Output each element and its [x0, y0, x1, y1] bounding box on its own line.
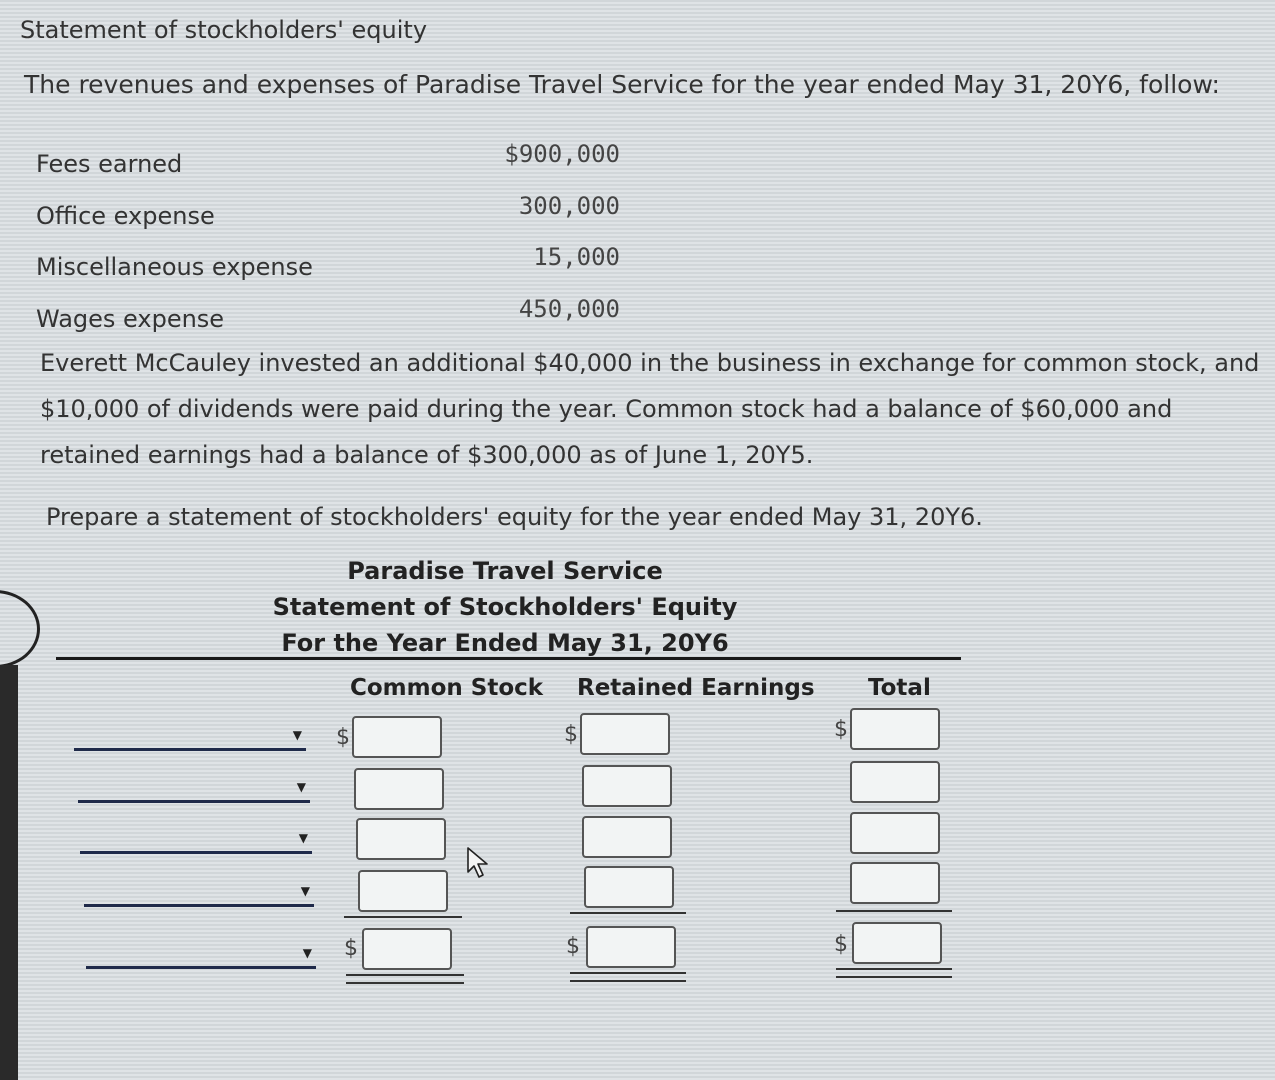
chevron-down-icon: ▼ [298, 831, 308, 845]
left-edge-bar [0, 665, 18, 1080]
common-stock-row-2-input[interactable] [354, 768, 444, 810]
dollar-sign: $ [834, 932, 848, 957]
statement-company: Paradise Travel Service [347, 557, 663, 585]
step-indicator [0, 590, 40, 668]
chevron-down-icon: ▼ [292, 728, 302, 742]
mouse-cursor-icon [466, 846, 492, 880]
page-heading: Statement of stockholders' equity [20, 16, 428, 44]
col-retained-earnings: Retained Earnings [577, 675, 815, 701]
total-row-4-input[interactable] [850, 862, 940, 904]
statement-period: For the Year Ended May 31, 20Y6 [281, 629, 729, 657]
total-row-2-input[interactable] [850, 761, 940, 803]
retained-earnings-row-2-input[interactable] [582, 765, 672, 807]
sum-line [344, 916, 462, 918]
row-4-select[interactable] [84, 876, 314, 907]
total-row-1-input[interactable] [850, 708, 940, 750]
office-expense-value: 300,000 [518, 192, 620, 220]
dollar-sign: $ [344, 936, 358, 961]
retained-earnings-total-input[interactable] [586, 926, 676, 968]
dollar-sign: $ [566, 934, 580, 959]
intro-text: The revenues and expenses of Paradise Travel Service for the year ended May 31, 20Y6, follow: [24, 70, 1220, 99]
common-stock-row-4-input[interactable] [358, 870, 448, 912]
office-expense-label: Office expense [36, 202, 215, 230]
double-underline [346, 974, 464, 984]
total-row-3-input[interactable] [850, 812, 940, 854]
row-2-select[interactable] [78, 772, 310, 803]
dollar-sign: $ [564, 722, 578, 747]
retained-earnings-row-1-input[interactable] [580, 713, 670, 755]
row-5-select[interactable] [86, 938, 316, 969]
scenario-paragraph: Everett McCauley invested an additional $40,000 in the business in exchange for common stock, and $10,000 of dividends were paid during the year. Common stock had a balance of $60,000 and retained earnings had a balance of $300,000 as of June 1, 20Y5. [40, 349, 1260, 469]
chevron-down-icon: ▼ [300, 884, 310, 898]
double-underline [836, 968, 952, 978]
sum-line [570, 912, 686, 914]
wages-expense-label: Wages expense [36, 305, 225, 333]
statement-title: Statement of Stockholders' Equity [272, 593, 738, 621]
double-underline [570, 972, 686, 982]
common-stock-row-1-input[interactable] [352, 716, 442, 758]
fees-earned-label: Fees earned [36, 150, 183, 178]
header-rule [56, 657, 961, 660]
instruction-text: Prepare a statement of stockholders' equity for the year ended May 31, 20Y6. [46, 503, 983, 531]
chevron-down-icon: ▼ [296, 780, 306, 794]
retained-earnings-row-3-input[interactable] [582, 816, 672, 858]
total-total-input[interactable] [852, 922, 942, 964]
dollar-sign: $ [834, 717, 848, 742]
misc-expense-value: 15,000 [533, 243, 620, 271]
row-1-select[interactable] [74, 720, 306, 751]
sum-line [836, 910, 952, 912]
dollar-sign: $ [336, 725, 350, 750]
row-3-select[interactable] [80, 823, 312, 854]
retained-earnings-row-4-input[interactable] [584, 866, 674, 908]
common-stock-row-3-input[interactable] [356, 818, 446, 860]
wages-expense-value: 450,000 [518, 295, 620, 323]
common-stock-total-input[interactable] [362, 928, 452, 970]
fees-earned-value: $900,000 [504, 140, 620, 168]
chevron-down-icon: ▼ [302, 946, 312, 960]
col-common-stock: Common Stock [350, 675, 544, 701]
col-total: Total [868, 675, 931, 701]
misc-expense-label: Miscellaneous expense [36, 253, 313, 281]
